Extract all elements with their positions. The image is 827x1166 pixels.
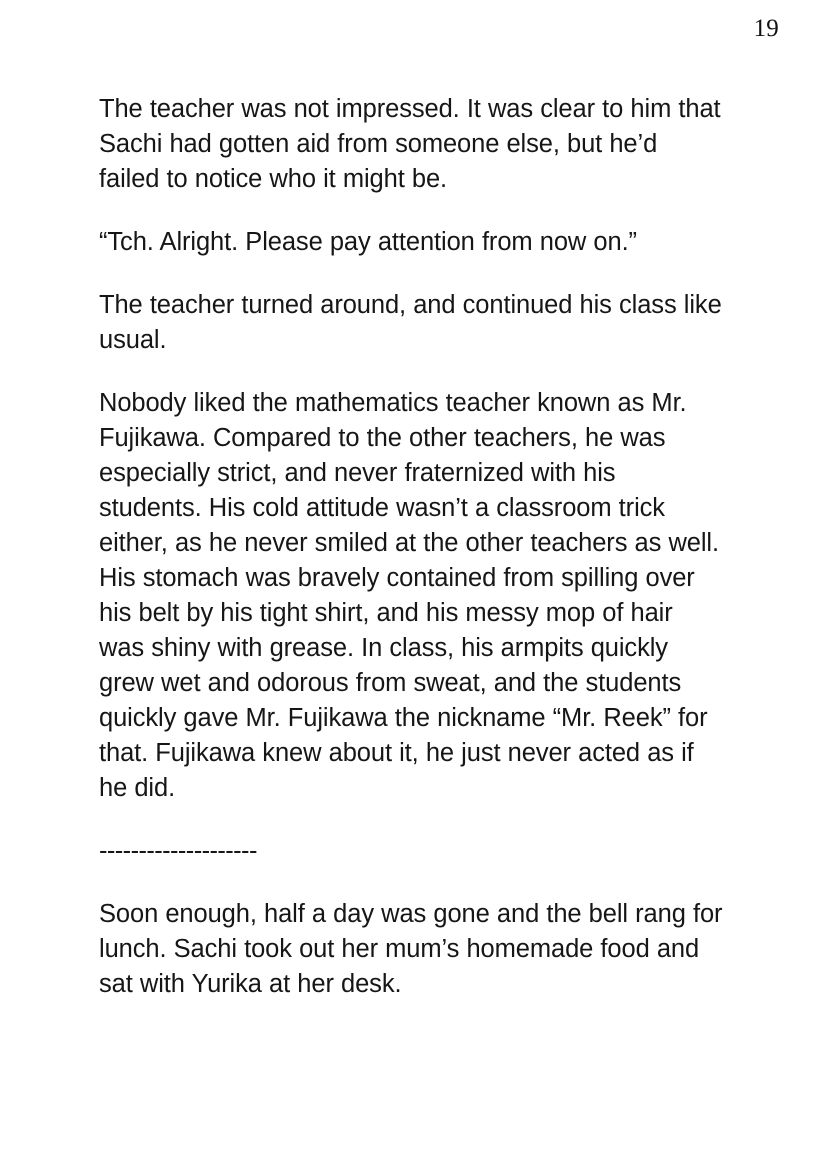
paragraph: Nobody liked the mathematics teacher known as Mr. Fujikawa. Compared to the other teachers, he was especially strict, and never fraternized with his students. His cold attitude wasn’t a classroom trick either, as he never smiled at the other teachers as well. His stomach was bravely contained from spilling over his belt by his tight shirt, and his messy mop of hair was shiny with grease. In class, his armpits quickly grew wet and odorous from sweat, and the students quickly gave Mr. Fujikawa the nickname “Mr. Reek” for that. Fujikawa knew about it, he just never acted as if he did. <box>99 389 719 802</box>
paragraph: The teacher turned around, and continued his class like usual. <box>99 291 722 354</box>
paragraph: “Tch. Alright. Please pay attention from now on.” <box>99 228 637 256</box>
page-number: 19 <box>753 15 779 42</box>
paragraph: Soon enough, half a day was gone and the bell rang for lunch. Sachi took out her mum’s homemade food and sat with Yurika at her desk. <box>99 900 723 998</box>
page-text-body <box>99 92 724 1002</box>
paragraph: The teacher was not impressed. It was clear to him that Sachi had gotten aid from someone else, but he’d failed to notice who it might be. <box>99 95 721 193</box>
section-divider: -------------------- <box>99 837 257 865</box>
